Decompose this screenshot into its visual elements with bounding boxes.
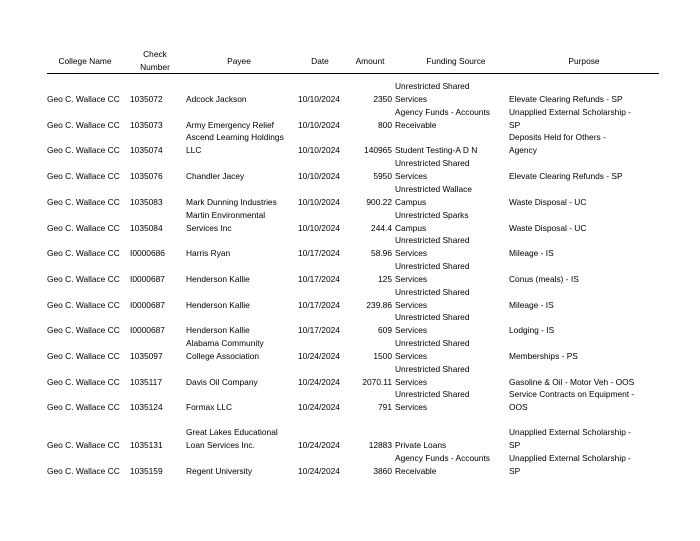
purpose-cell: Conus (meals) - IS xyxy=(509,274,579,284)
college-name-cell: Geo C. Wallace CC xyxy=(47,145,120,155)
college-name-cell: Geo C. Wallace CC xyxy=(47,120,120,130)
purpose-cell: OOS xyxy=(509,402,528,412)
funding-source-cell: Unrestricted Shared xyxy=(395,364,470,374)
payee-cell: Alabama Community xyxy=(186,338,264,348)
payee-cell: Adcock Jackson xyxy=(186,94,247,104)
purpose-cell: Waste Disposal - UC xyxy=(509,223,587,233)
college-name-cell: Geo C. Wallace CC xyxy=(47,197,120,207)
check-number-cell: 1035074 xyxy=(130,145,163,155)
funding-source-cell: Services xyxy=(395,274,428,284)
date-cell: 10/17/2024 xyxy=(298,248,340,258)
funding-source-cell: Services xyxy=(395,94,428,104)
payee-cell: Henderson Kallie xyxy=(186,274,250,284)
check-number-cell: 1035073 xyxy=(130,120,163,130)
amount-cell: 239.86 xyxy=(366,300,392,310)
payee-cell: Henderson Kallie xyxy=(186,300,250,310)
amount-cell: 2350 xyxy=(373,94,392,104)
amount-cell: 800 xyxy=(378,120,392,130)
payee-cell: Loan Services Inc. xyxy=(186,440,255,450)
funding-source-cell: Services xyxy=(395,171,428,181)
date-cell: 10/10/2024 xyxy=(298,197,340,207)
payee-cell: LLC xyxy=(186,145,202,155)
college-name-cell: Geo C. Wallace CC xyxy=(47,94,120,104)
college-name-cell: Geo C. Wallace CC xyxy=(47,466,120,476)
date-cell: 10/10/2024 xyxy=(298,171,340,181)
funding-source-cell: Unrestricted Shared xyxy=(395,389,470,399)
check-number-cell: 1035097 xyxy=(130,351,163,361)
check-number-cell: 1035084 xyxy=(130,223,163,233)
purpose-cell: Mileage - IS xyxy=(509,248,554,258)
funding-source-cell: Unrestricted Shared xyxy=(395,158,470,168)
college-name-cell: Geo C. Wallace CC xyxy=(47,402,120,412)
purpose-cell: SP xyxy=(509,120,521,130)
date-cell: 10/24/2024 xyxy=(298,466,340,476)
amount-cell: 12883 xyxy=(368,440,392,450)
check-number-cell: 1035083 xyxy=(130,197,163,207)
date-cell: 10/24/2024 xyxy=(298,440,340,450)
amount-cell: 900.22 xyxy=(366,197,392,207)
date-cell: 10/17/2024 xyxy=(298,274,340,284)
payee-cell: Mark Dunning Industries xyxy=(186,197,277,207)
funding-source-cell: Receivable xyxy=(395,120,437,130)
funding-source-cell: Agency Funds - Accounts xyxy=(395,453,490,463)
date-cell: 10/24/2024 xyxy=(298,351,340,361)
payee-cell: Davis Oil Company xyxy=(186,377,258,387)
funding-source-cell: Services xyxy=(395,300,428,310)
funding-source-cell: Private Loans xyxy=(395,440,447,450)
date-cell: 10/10/2024 xyxy=(298,223,340,233)
purpose-cell: Service Contracts on Equipment - xyxy=(509,389,635,399)
payee-cell: Great Lakes Educational xyxy=(186,427,278,437)
purpose-cell: Agency xyxy=(509,145,537,155)
amount-cell: 791 xyxy=(378,402,392,412)
payee-cell: College Association xyxy=(186,351,260,361)
date-cell: 10/10/2024 xyxy=(298,94,340,104)
amount-cell: 58.96 xyxy=(371,248,392,258)
funding-source-cell: Unrestricted Shared xyxy=(395,312,470,322)
header-payee: Payee xyxy=(227,56,251,66)
purpose-cell: Elevate Clearing Refunds - SP xyxy=(509,94,623,104)
date-cell: 10/17/2024 xyxy=(298,300,340,310)
check-number-cell: I0000687 xyxy=(130,274,165,284)
funding-source-cell: Services xyxy=(395,325,428,335)
funding-source-cell: Services xyxy=(395,402,428,412)
header-funding-source: Funding Source xyxy=(426,56,486,66)
date-cell: 10/24/2024 xyxy=(298,402,340,412)
payee-cell: Formax LLC xyxy=(186,402,233,412)
amount-cell: 125 xyxy=(378,274,392,284)
purpose-cell: Unapplied External Scholarship - xyxy=(509,427,631,437)
funding-source-cell: Unrestricted Shared xyxy=(395,81,470,91)
payee-cell: Henderson Kallie xyxy=(186,325,250,335)
amount-cell: 244.4 xyxy=(371,223,392,233)
funding-source-cell: Unrestricted Shared xyxy=(395,338,470,348)
purpose-cell: Deposits Held for Others - xyxy=(509,132,606,142)
funding-source-cell: Agency Funds - Accounts xyxy=(395,107,490,117)
check-number-cell: I0000687 xyxy=(130,300,165,310)
header-amount: Amount xyxy=(355,56,385,66)
funding-source-cell: Services xyxy=(395,248,428,258)
college-name-cell: Geo C. Wallace CC xyxy=(47,171,120,181)
funding-source-cell: Unrestricted Shared xyxy=(395,287,470,297)
amount-cell: 140965 xyxy=(364,145,392,155)
purpose-cell: Lodging - IS xyxy=(509,325,555,335)
purpose-cell: Unapplied External Scholarship - xyxy=(509,107,631,117)
funding-source-cell: Services xyxy=(395,351,428,361)
funding-source-cell: Services xyxy=(395,377,428,387)
check-number-cell: 1035159 xyxy=(130,466,163,476)
check-number-cell: I0000686 xyxy=(130,248,165,258)
purpose-cell: Gasoline & Oil - Motor Veh - OOS xyxy=(509,377,635,387)
date-cell: 10/10/2024 xyxy=(298,145,340,155)
college-name-cell: Geo C. Wallace CC xyxy=(47,223,120,233)
funding-source-cell: Unrestricted Wallace xyxy=(395,184,472,194)
check-number-cell: 1035072 xyxy=(130,94,163,104)
payee-cell: Ascend Learning Holdings xyxy=(186,132,284,142)
college-name-cell: Geo C. Wallace CC xyxy=(47,377,120,387)
header-check-line1: Check xyxy=(143,49,167,59)
college-name-cell: Geo C. Wallace CC xyxy=(47,440,120,450)
amount-cell: 1500 xyxy=(373,351,392,361)
header-college-name: College Name xyxy=(58,56,112,66)
check-number-cell: 1035117 xyxy=(130,377,162,387)
purpose-cell: Elevate Clearing Refunds - SP xyxy=(509,171,623,181)
check-number-cell: 1035076 xyxy=(130,171,163,181)
header-rule xyxy=(47,73,659,74)
payee-cell: Chandler Jacey xyxy=(186,171,245,181)
college-name-cell: Geo C. Wallace CC xyxy=(47,274,120,284)
check-number-cell: I0000687 xyxy=(130,325,165,335)
date-cell: 10/24/2024 xyxy=(298,377,340,387)
funding-source-cell: Campus xyxy=(395,197,427,207)
header-purpose: Purpose xyxy=(568,56,600,66)
payee-cell: Regent University xyxy=(186,466,253,476)
purpose-cell: Mileage - IS xyxy=(509,300,554,310)
funding-source-cell: Campus xyxy=(395,223,427,233)
header-date: Date xyxy=(311,56,329,66)
amount-cell: 5950 xyxy=(373,171,392,181)
date-cell: 10/17/2024 xyxy=(298,325,340,335)
header-check-line2: Number xyxy=(140,62,170,72)
funding-source-cell: Student Testing-A D N xyxy=(395,145,478,155)
amount-cell: 609 xyxy=(378,325,392,335)
check-number-cell: 1035124 xyxy=(130,402,163,412)
funding-source-cell: Unrestricted Shared xyxy=(395,235,470,245)
purpose-cell: Unapplied External Scholarship - xyxy=(509,453,631,463)
college-name-cell: Geo C. Wallace CC xyxy=(47,300,120,310)
college-name-cell: Geo C. Wallace CC xyxy=(47,351,120,361)
funding-source-cell: Unrestricted Shared xyxy=(395,261,470,271)
payee-cell: Army Emergency Relief xyxy=(186,120,274,130)
payee-cell: Services Inc xyxy=(186,223,232,233)
payee-cell: Harris Ryan xyxy=(186,248,231,258)
college-name-cell: Geo C. Wallace CC xyxy=(47,248,120,258)
amount-cell: 2070.11 xyxy=(362,377,392,387)
purpose-cell: Memberships - PS xyxy=(509,351,578,361)
amount-cell: 3860 xyxy=(373,466,392,476)
date-cell: 10/10/2024 xyxy=(298,120,340,130)
funding-source-cell: Unrestricted Sparks xyxy=(395,210,469,220)
check-number-cell: 1035131 xyxy=(130,440,163,450)
purpose-cell: SP xyxy=(509,440,521,450)
payee-cell: Martin Environmental xyxy=(186,210,266,220)
college-name-cell: Geo C. Wallace CC xyxy=(47,325,120,335)
purpose-cell: Waste Disposal - UC xyxy=(509,197,587,207)
funding-source-cell: Receivable xyxy=(395,466,437,476)
purpose-cell: SP xyxy=(509,466,521,476)
